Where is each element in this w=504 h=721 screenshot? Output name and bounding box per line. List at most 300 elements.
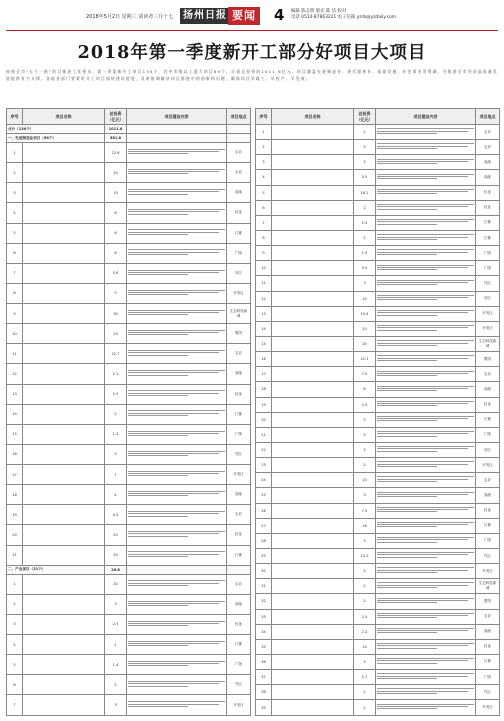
- project-area: 宝应: [476, 125, 500, 140]
- project-content-cell: [127, 223, 227, 243]
- table-row: [256, 276, 500, 291]
- text-line: [128, 583, 219, 584]
- text-line: [128, 254, 188, 255]
- project-content-cell: [376, 548, 476, 563]
- table-row: [7, 364, 251, 384]
- text-line: [128, 294, 188, 295]
- project-content-cell: [127, 344, 227, 364]
- project-name: [272, 412, 354, 427]
- text-lines: [128, 679, 225, 690]
- text-line: [128, 513, 219, 514]
- row-number: 12: [256, 291, 272, 306]
- text-line: [128, 393, 219, 394]
- project-area: 江都: [476, 230, 500, 245]
- project-name: [272, 306, 354, 321]
- text-lines: [377, 308, 474, 319]
- project-name: [272, 155, 354, 170]
- table-row: [7, 143, 251, 163]
- project-content-cell: [376, 412, 476, 427]
- project-area: 生态科技新城: [476, 579, 500, 594]
- investment-value: 3: [105, 695, 127, 716]
- row-number: 6: [7, 675, 23, 695]
- project-name: [23, 283, 105, 303]
- table-row: [256, 427, 500, 442]
- project-name: [23, 594, 105, 614]
- text-lines: [377, 702, 474, 713]
- project-name: [272, 503, 354, 518]
- project-content-cell: [376, 336, 476, 351]
- row-number: 34: [256, 624, 272, 639]
- text-line: [377, 693, 437, 694]
- investment-value: 16: [354, 518, 376, 533]
- text-line: [128, 665, 188, 666]
- investment-value: 20: [354, 336, 376, 351]
- text-line: [377, 706, 468, 707]
- text-line: [128, 274, 188, 275]
- text-line: [128, 536, 188, 537]
- project-area: 宝应: [476, 140, 500, 155]
- project-content-cell: [376, 261, 476, 276]
- project-name: [23, 465, 105, 485]
- text-lines: [377, 581, 474, 592]
- text-line: [128, 375, 188, 376]
- project-area: 邗江: [476, 442, 500, 457]
- table-row: [256, 412, 500, 427]
- investment-value: 4: [105, 485, 127, 505]
- investment-value: 1.2: [105, 424, 127, 444]
- investment-value: 5.6: [105, 263, 127, 283]
- text-lines: [377, 551, 474, 562]
- project-area: 邗江: [476, 291, 500, 306]
- project-area: 广陵: [476, 246, 500, 261]
- project-name: [23, 444, 105, 464]
- text-line: [377, 554, 468, 555]
- project-area: 江都: [227, 223, 251, 243]
- row-number: 28: [256, 533, 272, 548]
- text-line: [377, 507, 474, 508]
- category-label: 合计（130个）: [7, 125, 105, 134]
- text-line: [128, 209, 225, 210]
- project-name: [272, 200, 354, 215]
- project-area: 高邮: [476, 382, 500, 397]
- text-line: [377, 539, 468, 540]
- project-name: [23, 163, 105, 183]
- project-content-cell: [376, 685, 476, 700]
- project-content-cell: [127, 283, 227, 303]
- project-area: 蜀冈: [476, 352, 500, 367]
- project-name: [23, 304, 105, 324]
- text-lines: [128, 619, 225, 630]
- project-area: 开发区: [476, 306, 500, 321]
- project-content-cell: [376, 639, 476, 654]
- text-line: [377, 265, 474, 266]
- text-lines: [377, 641, 474, 652]
- project-content-cell: [376, 155, 476, 170]
- project-area: 高邮: [476, 170, 500, 185]
- text-line: [128, 625, 188, 626]
- project-name: [272, 548, 354, 563]
- table-row: [256, 155, 500, 170]
- text-lines: [377, 323, 474, 334]
- project-content-cell: [376, 352, 476, 367]
- row-number: 39: [256, 700, 272, 716]
- row-number: 10: [256, 261, 272, 276]
- project-content-cell: [376, 518, 476, 533]
- text-line: [377, 327, 468, 328]
- project-content-cell: [127, 594, 227, 614]
- text-line: [377, 688, 474, 689]
- project-content-cell: [127, 505, 227, 525]
- project-area: 生态科技新城: [476, 336, 500, 351]
- table-row: [256, 291, 500, 306]
- project-content-cell: [376, 609, 476, 624]
- text-line: [128, 516, 188, 517]
- project-name: [272, 685, 354, 700]
- project-name: [272, 564, 354, 579]
- text-line: [377, 340, 474, 341]
- text-line: [377, 388, 468, 389]
- text-line: [377, 401, 474, 402]
- project-area: 邗江: [227, 263, 251, 283]
- text-lines: [377, 687, 474, 698]
- text-lines: [128, 469, 225, 480]
- text-line: [128, 214, 188, 215]
- text-line: [128, 531, 225, 532]
- text-line: [377, 405, 437, 406]
- text-line: [128, 370, 225, 371]
- row-number: 21: [256, 427, 272, 442]
- text-line: [128, 556, 188, 557]
- text-line: [377, 221, 468, 222]
- text-line: [377, 511, 437, 512]
- text-lines: [377, 142, 474, 153]
- project-area: 邗江: [476, 548, 500, 563]
- text-line: [377, 615, 468, 616]
- text-line: [377, 678, 437, 679]
- investment-value: 3: [354, 654, 376, 669]
- text-line: [377, 676, 468, 677]
- investment-value: 20: [105, 545, 127, 565]
- text-lines: [377, 429, 474, 440]
- text-line: [377, 602, 437, 603]
- investment-value: 2.5: [354, 397, 376, 412]
- project-area: 宝应: [227, 574, 251, 594]
- project-area: 江都: [476, 654, 500, 669]
- investment-value: 2: [354, 230, 376, 245]
- project-name: [23, 635, 105, 655]
- header-investment: 总投资（亿元）: [105, 109, 127, 125]
- project-content-cell: [376, 442, 476, 457]
- text-line: [377, 174, 474, 175]
- empty-cell: [227, 565, 251, 574]
- header-no: 序号: [256, 109, 272, 125]
- project-area: 宝应: [227, 505, 251, 525]
- text-line: [128, 661, 225, 662]
- text-lines: [377, 233, 474, 244]
- text-lines: [128, 248, 225, 259]
- text-line: [128, 211, 219, 212]
- text-line: [128, 551, 225, 552]
- project-area: 江都: [227, 545, 251, 565]
- text-line: [377, 325, 474, 326]
- text-line: [128, 431, 225, 432]
- table-row: [7, 574, 251, 594]
- row-number: 21: [7, 545, 23, 565]
- investment-value: 22.7: [105, 344, 127, 364]
- project-table-left: [6, 108, 251, 716]
- text-line: [377, 585, 468, 586]
- project-content-cell: [376, 503, 476, 518]
- project-content-cell: [376, 473, 476, 488]
- investment-value: 3.5: [354, 170, 376, 185]
- text-lines: [128, 187, 225, 198]
- project-name: [23, 675, 105, 695]
- project-content-cell: [376, 200, 476, 215]
- project-area: 广陵: [227, 655, 251, 675]
- project-name: [272, 579, 354, 594]
- project-name: [23, 223, 105, 243]
- text-lines: [128, 389, 225, 400]
- text-line: [377, 193, 437, 194]
- table-row: [7, 163, 251, 183]
- text-line: [377, 461, 474, 462]
- row-number: 37: [256, 670, 272, 685]
- project-content-cell: [127, 304, 227, 324]
- table-row: [256, 654, 500, 669]
- header-content: 项目建设内容: [127, 109, 227, 125]
- project-name: [272, 291, 354, 306]
- project-name: [272, 473, 354, 488]
- text-line: [128, 292, 219, 293]
- text-line: [128, 495, 188, 496]
- project-name: [23, 614, 105, 634]
- text-lines: [377, 596, 474, 607]
- text-line: [128, 234, 188, 235]
- text-line: [128, 704, 219, 705]
- table-row: [7, 324, 251, 344]
- table-row: [256, 170, 500, 185]
- project-name: [23, 695, 105, 716]
- table-row: [256, 442, 500, 457]
- table-row: [256, 564, 500, 579]
- text-line: [377, 431, 474, 432]
- investment-value: 2.5: [354, 215, 376, 230]
- project-content-cell: [127, 695, 227, 716]
- text-line: [377, 572, 437, 573]
- project-content-cell: [127, 324, 227, 344]
- text-line: [377, 537, 474, 538]
- table-row: [7, 594, 251, 614]
- project-name: [272, 185, 354, 200]
- text-lines: [377, 369, 474, 380]
- row-number: 11: [7, 344, 23, 364]
- row-number: 24: [256, 473, 272, 488]
- project-content-cell: [376, 579, 476, 594]
- project-name: [272, 170, 354, 185]
- text-line: [128, 229, 225, 230]
- project-area: 宝应: [476, 473, 500, 488]
- text-line: [377, 416, 474, 417]
- empty-cell: [127, 134, 227, 143]
- project-name: [23, 183, 105, 203]
- text-line: [377, 557, 437, 558]
- table-row: [256, 321, 500, 336]
- project-content-cell: [127, 203, 227, 223]
- text-line: [128, 194, 188, 195]
- category-value: 1011.6: [105, 125, 127, 134]
- text-line: [377, 630, 468, 631]
- project-content-cell: [376, 564, 476, 579]
- text-line: [377, 189, 474, 190]
- category-value: 26.6: [105, 565, 127, 574]
- text-line: [377, 598, 474, 599]
- table-row: [7, 344, 251, 364]
- table-row: [256, 140, 500, 155]
- text-line: [128, 475, 188, 476]
- project-name: [272, 336, 354, 351]
- project-name: [23, 324, 105, 344]
- table-row: [256, 548, 500, 563]
- project-area: 高邮: [227, 594, 251, 614]
- investment-value: 10: [354, 321, 376, 336]
- text-line: [128, 511, 225, 512]
- table-row: [256, 579, 500, 594]
- text-line: [377, 343, 468, 344]
- text-line: [128, 433, 219, 434]
- text-line: [377, 267, 468, 268]
- project-name: [272, 215, 354, 230]
- text-lines: [128, 429, 225, 440]
- text-line: [128, 580, 225, 581]
- project-name: [272, 442, 354, 457]
- investment-value: 20: [105, 525, 127, 545]
- text-line: [377, 358, 468, 359]
- text-line: [377, 234, 474, 235]
- text-line: [377, 509, 468, 510]
- table-row: [256, 533, 500, 548]
- text-line: [128, 473, 219, 474]
- investment-value: 5: [105, 444, 127, 464]
- text-lines: [377, 339, 474, 350]
- row-number: 2: [7, 163, 23, 183]
- project-area: 蜀冈: [227, 324, 251, 344]
- text-line: [128, 493, 219, 494]
- investment-value: 20: [105, 324, 127, 344]
- table-row: [256, 518, 500, 533]
- project-area: 高邮: [227, 485, 251, 505]
- table-row: [256, 473, 500, 488]
- empty-cell: [127, 125, 227, 134]
- text-lines: [377, 490, 474, 501]
- text-line: [128, 232, 219, 233]
- row-number: 3: [7, 614, 23, 634]
- project-name: [272, 654, 354, 669]
- project-content-cell: [127, 675, 227, 695]
- row-number: 7: [7, 263, 23, 283]
- text-lines: [128, 509, 225, 520]
- project-name: [272, 321, 354, 336]
- text-lines: [128, 639, 225, 650]
- row-number: 7: [7, 695, 23, 716]
- project-tables: [6, 108, 498, 716]
- investment-value: 3.5: [354, 261, 376, 276]
- text-line: [128, 352, 219, 353]
- row-number: 29: [256, 548, 272, 563]
- table-row: [256, 200, 500, 215]
- project-name: [23, 344, 105, 364]
- project-area: 开发区: [227, 465, 251, 485]
- investment-value: 5: [354, 427, 376, 442]
- table-row: [256, 306, 500, 321]
- text-lines: [128, 700, 225, 711]
- table-row: [256, 397, 500, 412]
- row-number: 30: [256, 564, 272, 579]
- text-line: [128, 585, 188, 586]
- investment-value: 8: [354, 382, 376, 397]
- text-line: [128, 334, 188, 335]
- text-line: [377, 464, 468, 465]
- project-area: 邗江: [476, 685, 500, 700]
- text-line: [377, 522, 474, 523]
- investment-value: 22.1: [354, 352, 376, 367]
- project-name: [23, 545, 105, 565]
- text-line: [377, 163, 437, 164]
- text-line: [377, 284, 437, 285]
- project-name: [23, 243, 105, 263]
- text-line: [377, 375, 437, 376]
- investment-value: 2.5: [105, 614, 127, 634]
- project-area: 邗江: [227, 444, 251, 464]
- text-line: [377, 159, 474, 160]
- text-lines: [377, 626, 474, 637]
- project-name: [272, 382, 354, 397]
- text-lines: [377, 566, 474, 577]
- project-name: [23, 384, 105, 404]
- text-lines: [377, 263, 474, 274]
- table-row: [7, 505, 251, 525]
- project-name: [272, 488, 354, 503]
- project-name: [23, 525, 105, 545]
- investment-value: 5: [105, 283, 127, 303]
- table-row: [7, 465, 251, 485]
- text-line: [128, 451, 225, 452]
- project-area: 高邮: [476, 155, 500, 170]
- project-area: 广陵: [476, 670, 500, 685]
- row-number: 33: [256, 609, 272, 624]
- project-area: 蜀冈: [476, 594, 500, 609]
- empty-cell: [127, 565, 227, 574]
- text-line: [128, 314, 188, 315]
- table-row: [256, 670, 500, 685]
- table-row: [7, 263, 251, 283]
- text-line: [377, 254, 437, 255]
- row-number: 5: [256, 185, 272, 200]
- investment-value: 3: [354, 533, 376, 548]
- row-number: 7: [256, 215, 272, 230]
- text-line: [128, 173, 188, 174]
- category-value: 581.8: [105, 134, 127, 143]
- empty-cell: [227, 125, 251, 134]
- project-content-cell: [376, 367, 476, 382]
- project-content-cell: [127, 574, 227, 594]
- project-content-cell: [376, 291, 476, 306]
- project-area: 江都: [476, 215, 500, 230]
- investment-value: 1.4: [105, 655, 127, 675]
- table-row: [256, 488, 500, 503]
- text-line: [377, 673, 474, 674]
- text-lines: [377, 293, 474, 304]
- row-number: 8: [7, 283, 23, 303]
